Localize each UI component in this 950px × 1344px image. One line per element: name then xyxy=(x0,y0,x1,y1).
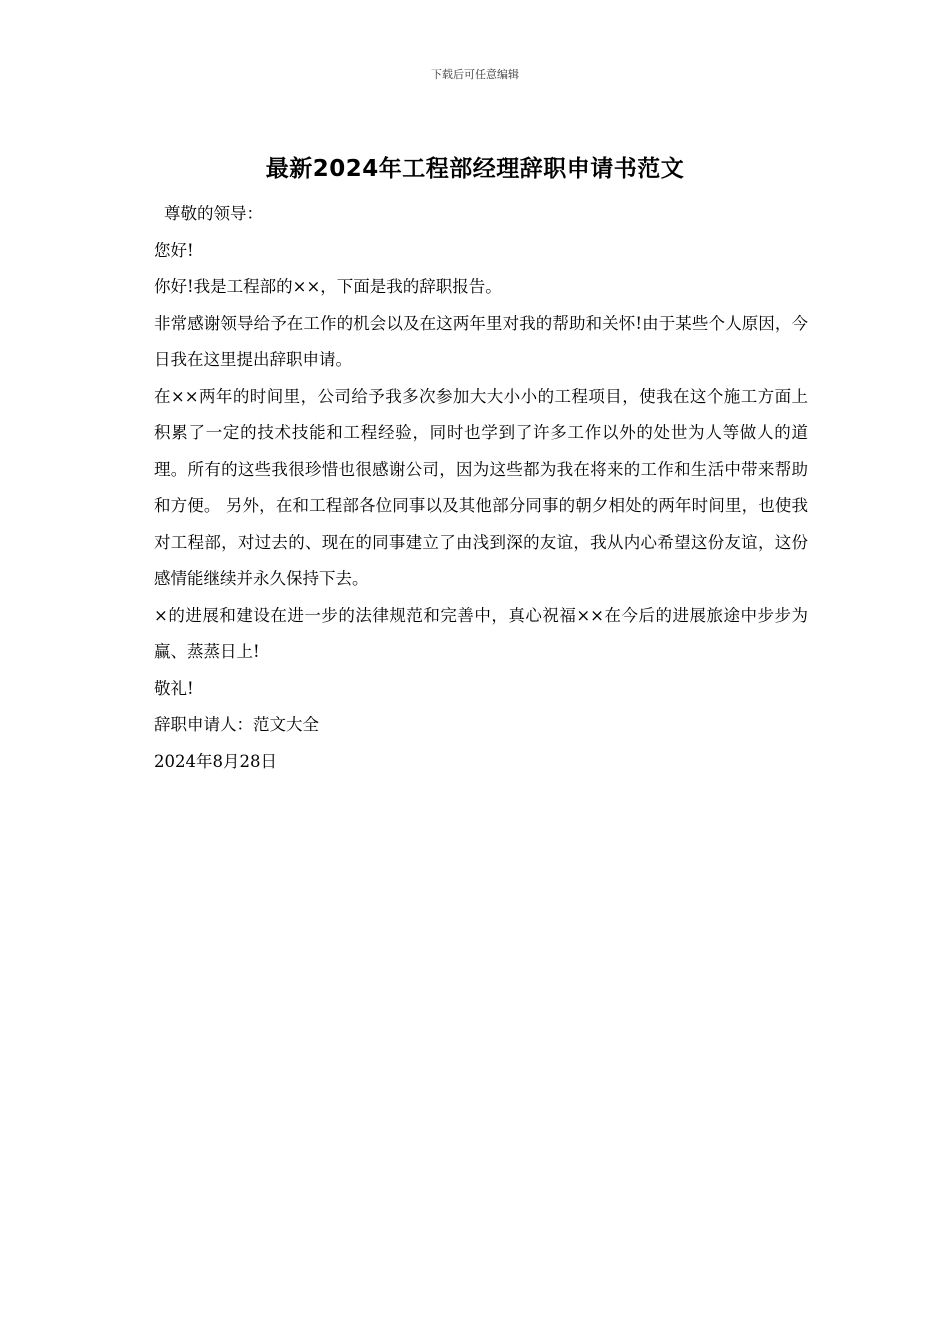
closing-salute: 敬礼! xyxy=(154,678,194,698)
paragraph-greeting: 您好! xyxy=(154,240,194,260)
paragraph-thanks: 非常感谢领导给予在工作的机会以及在这两年里对我的帮助和关怀!由于某些个人原因，今日我在这里提出辞职申请。 xyxy=(154,313,808,369)
salutation: 尊敬的领导： xyxy=(164,204,263,223)
paragraph-wishes: ×的进展和建设在进一步的法律规范和完善中，真心祝福××在今后的进展旅途中步步为赢、蒸蒸日上! xyxy=(154,605,808,661)
paragraph-intro: 你好!我是工程部的××，下面是我的辞职报告。 xyxy=(154,277,502,296)
date-line: 2024年8月28日 xyxy=(154,751,277,771)
letter-body xyxy=(144,196,808,780)
document-title: 最新2024年工程部经理辞职申请书范文 xyxy=(265,156,685,182)
download-note: 下载后可任意编辑 xyxy=(431,68,519,81)
paragraph-experience: 在××两年的时间里，公司给予我多次参加大大小小的工程项目，使我在这个施工方面上积累了一定的技术技能和工程经验，同时也学到了许多工作以外的处世为人等做人的道理。所有的这些我很珍惜也很感谢公司，因为这些都为我在将来的工作和生活中带来帮助和方便。 另外，在和工程部各位同事以及其他部分同事的朝夕相处的两年时间里，也使我对工程部，对过去的、现在的同事建立了由浅到深的友谊，我从内心希望这份友谊，这份感情能继续并永久保持下去。 xyxy=(154,386,808,588)
signature-line: 辞职申请人：范文大全 xyxy=(154,715,319,734)
